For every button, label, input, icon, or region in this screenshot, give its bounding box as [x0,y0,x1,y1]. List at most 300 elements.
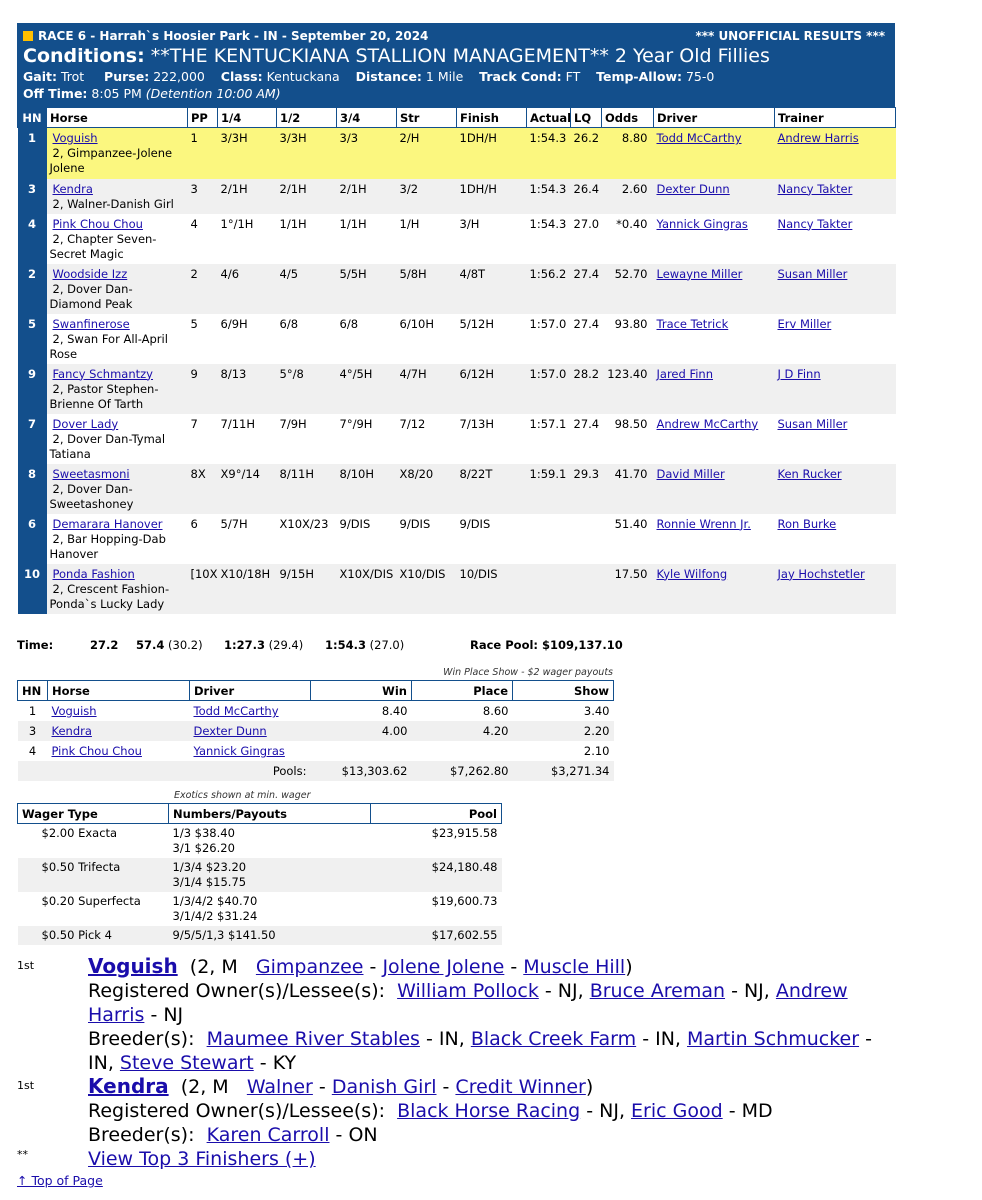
dam-link[interactable]: Danish Girl [331,1076,437,1098]
actual-time: 1:54.3 [529,216,567,231]
wps-hn: 3 [18,721,48,741]
finish-call: 5/12H [459,316,494,331]
finish-call: 3/H [459,216,480,231]
odds: 93.80 [614,316,648,331]
owner-link[interactable]: Eric Good [631,1100,723,1122]
trainer-link[interactable]: Nancy Takter [777,216,853,231]
trainer-cell [775,464,896,514]
trainer-link[interactable]: J D Finn [777,366,821,381]
three-quarter-call: 8/10H [337,464,397,514]
finisher-details [88,1074,888,1147]
trainer-link[interactable]: Andrew Harris [777,131,859,145]
post-position: 8X [188,464,218,514]
conditions-row [23,45,770,67]
payout: 9/5/5/1,3 $141.50 [172,928,276,942]
horse-name-link[interactable]: Sweetasmoni [52,466,130,481]
trainer-cell [775,128,896,179]
stretch-call: 4/7H [397,364,457,414]
stretch-call: 2/H [397,128,457,179]
wps-col-show: Show [513,681,614,701]
wps-show: 3.40 [583,704,610,718]
driver-link[interactable]: Yannick Gingras [656,216,748,231]
offtime-label: Off Time: [23,86,88,101]
horse-cell [47,264,188,314]
wps-col-horse: Horse [48,681,190,701]
odds: 2.60 [602,179,654,214]
stretch-call: 5/8H [397,264,457,314]
wps-driver-cell [190,721,311,741]
payout: 3/1/4 $15.75 [172,875,247,889]
driver-link[interactable]: Trace Tetrick [656,316,729,331]
wps-horse-cell [48,701,190,722]
horse-number: 6 [18,514,47,564]
quarter-call: X9°/14 [218,464,277,514]
owner-link[interactable]: William Pollock [397,980,539,1002]
pools-label: Pools: [190,761,311,781]
owner-link[interactable]: Black Horse Racing [397,1100,581,1122]
purse-value: 222,000 [153,69,205,84]
three-quarter-call: 6/8 [339,316,359,331]
time-label: Time: [17,638,54,652]
offtime-value: 8:05 PM [91,86,142,101]
payout: 1/3 $38.40 [172,826,235,840]
half-call: X10X/23 [279,516,329,531]
col-header-pp: PP [188,108,218,128]
owner-state: MD [741,1100,773,1122]
driver-link[interactable]: Jared Finn [656,366,713,381]
breeder-state: IN [88,1052,108,1074]
wps-hn: 4 [28,744,37,758]
trainer-link[interactable]: Nancy Takter [777,181,853,196]
gait-value: Trot [60,69,85,84]
post-position: 1 [188,128,218,179]
trainer-link[interactable]: Susan Miller [777,416,848,431]
trainer-link[interactable]: Susan Miller [777,266,848,281]
horse-pedigree: 2, Crescent Fashion-Ponda`s Lucky Lady [49,581,170,611]
horse-number: 5 [18,314,47,364]
wps-row [18,741,614,761]
finisher-pedigree-line: Kendra (2, M Walner - Danish Girl - Credit Winner) [88,1074,594,1098]
last-quarter: 29.3 [571,464,602,514]
dam-link[interactable]: Jolene Jolene [382,956,505,978]
half-call: 7/9H [279,416,307,431]
half-call: 4/5 [277,264,337,314]
three-quarter-call: 3/3 [337,128,397,179]
breeder-link[interactable]: Karen Carroll [206,1124,330,1146]
driver-cell [654,464,775,514]
horse-name-link[interactable]: Kendra [52,181,93,196]
wps-horse-link[interactable]: Pink Chou Chou [51,744,142,758]
result-row [18,128,896,179]
race-title: RACE 6 - Harrah`s Hoosier Park - IN - September 20, 2024 [38,29,429,43]
distance-value: 1 Mile [425,69,464,84]
wps-place: 4.20 [412,721,513,741]
wps-horse-cell [48,741,190,761]
breeder-link[interactable]: Black Creek Farm [470,1028,637,1050]
wager-pool: $23,915.58 [431,826,498,840]
wps-driver-link[interactable]: Yannick Gingras [193,744,285,758]
last-quarter [571,514,602,564]
finish-call: 1DH/H [457,179,527,214]
result-row [18,264,896,314]
trainer-cell [775,264,896,314]
wps-win [311,741,412,761]
payouts-cell [169,858,371,892]
results-header-row [18,108,896,128]
horse-cell [47,364,188,414]
pool-win: $13,303.62 [311,761,412,781]
time-half: 57.4 [136,638,165,652]
driver-link[interactable]: Todd McCarthy [656,131,742,145]
exotics-col-numbers-payouts: Numbers/Payouts [169,804,371,824]
distance-label: Distance: [355,69,422,84]
driver-cell [654,179,775,214]
actual-time: 1:57.0 [529,316,567,331]
quarter-call: 8/13 [218,364,277,414]
payout: 1/3/4 $23.20 [172,860,247,874]
results-table [17,107,896,614]
top-of-page-link[interactable]: ↑ Top of Page [17,1173,103,1188]
top3-marker: ** [17,1148,28,1161]
horse-pedigree: 2, Swan For All-April Rose [49,331,168,361]
detention-text: (Detention 10:00 AM) [145,86,281,101]
offtime-row [23,86,281,101]
post-position: 6 [190,516,198,531]
wps-col-driver: Driver [190,681,311,701]
horse-number: 4 [18,214,47,264]
odds: 123.40 [602,364,654,414]
finisher-name-link[interactable]: Voguish [88,954,178,978]
horse-name-link[interactable]: Demarara Hanover [52,516,163,531]
owner-state: NJ [743,980,764,1002]
owners-line: Registered Owner(s)/Lessee(s): William Pollock - NJ, Bruce Areman - NJ, Andrew Harris - NJ [88,980,848,1026]
exotics-col-pool: Pool [371,804,502,824]
stretch-call: X8/20 [397,464,457,514]
horse-pedigree: 2, Dover Dan-Tymal Tatiana [49,431,166,461]
last-quarter [571,564,602,614]
horse-cell [47,128,188,179]
finisher-pedigree-line: Voguish (2, M Gimpanzee - Jolene Jolene - Muscle Hill) [88,954,633,978]
col-header-odds: Odds [602,108,654,128]
actual-time [527,564,571,614]
trainer-link[interactable]: Ken Rucker [777,466,842,481]
horse-number: 7 [18,414,47,464]
stretch-call: 6/10H [399,316,434,331]
owner-state: NJ [599,1100,619,1122]
wager-pool: $19,600.73 [431,894,498,908]
horse-cell [47,314,188,364]
temp-value: 75-0 [685,69,715,84]
wps-win: 4.00 [311,721,412,741]
actual-time: 1:57.1 [529,416,567,431]
odds: 41.70 [602,464,654,514]
horse-number: 3 [18,179,47,214]
race-info-row [23,69,714,84]
trainer-cell [775,414,896,464]
result-row [18,414,896,464]
horse-name-link[interactable]: Dover Lady [52,416,119,431]
wps-header-row [18,681,614,701]
wager-type: $2.00 Exacta [41,826,118,840]
damsire-link[interactable]: Credit Winner [455,1076,586,1098]
col-header-driver: Driver [654,108,775,128]
horse-number: 10 [18,564,47,614]
three-quarter-call: 5/5H [337,264,397,314]
temp-label: Temp-Allow: [596,69,682,84]
last-quarter: 28.2 [571,364,602,414]
horse-name-link[interactable]: Fancy Schmantzy [52,366,153,381]
col-header-actual: Actual [527,108,571,128]
trainer-cell [775,179,896,214]
odds: 98.50 [614,416,648,431]
time-half-split: (30.2) [168,638,203,652]
half-call: 2/1H [277,179,337,214]
finisher-details [88,954,888,1075]
driver-cell [654,514,775,564]
wps-col-hn: HN [18,681,48,701]
horse-number: 9 [18,364,47,414]
result-row [18,564,896,614]
post-position: 4 [190,216,198,231]
result-row [18,514,896,564]
sire-link[interactable]: Walner [246,1076,313,1098]
time-final: 1:54.3 [325,638,366,652]
quarter-call: 2/1H [218,179,277,214]
col-header-hn: HN [18,108,47,128]
sire-link[interactable]: Gimpanzee [255,956,364,978]
horse-number: 1 [18,128,47,179]
wps-row [18,721,614,741]
race-pool: Race Pool: $109,137.10 [470,638,623,652]
last-quarter: 27.4 [573,416,600,431]
driver-cell [654,564,775,614]
horse-name-link[interactable]: Pink Chou Chou [52,216,143,231]
wps-show: 2.10 [583,744,610,758]
conditions-label: Conditions: [23,45,145,67]
col-header-trainer: Trainer [775,108,896,128]
wps-col-win: Win [311,681,412,701]
actual-time: 1:56.2 [527,264,571,314]
last-quarter: 27.0 [573,216,600,231]
horse-name-link[interactable]: Voguish [52,131,98,145]
wps-horse-link[interactable]: Kendra [51,724,92,738]
time-final-split: (27.0) [369,638,405,652]
race-header [17,23,895,107]
time-final-group [325,638,404,652]
track-label: Track Cond: [479,69,562,84]
time-half-group [136,638,203,652]
horse-name-link[interactable]: Ponda Fashion [52,566,135,581]
breeder-link[interactable]: Martin Schmucker [687,1028,860,1050]
exotic-row [18,926,502,945]
exotics-table [17,803,502,945]
stretch-call: 7/12 [399,416,426,431]
breeder-state: IN [655,1028,675,1050]
exotics-header-row [18,804,502,824]
horse-name-link[interactable]: Woodside Izz [52,266,128,281]
finish-call: 10/DIS [457,564,527,614]
quarter-call: 7/11H [220,416,255,431]
driver-link[interactable]: Andrew McCarthy [656,416,759,431]
wps-horse-link[interactable]: Voguish [51,704,97,718]
pool-place: $7,262.80 [412,761,513,781]
owner-link[interactable]: Andrew Harris [88,980,848,1026]
driver-cell [654,364,775,414]
exotic-row [18,858,502,892]
wps-driver-cell [190,701,311,722]
driver-link[interactable]: Ronnie Wrenn Jr. [656,516,751,531]
race-title-row [23,29,885,43]
wps-col-place: Place [412,681,513,701]
quarter-call: 6/9H [220,316,248,331]
driver-cell [654,128,775,179]
breeder-link[interactable]: Maumee River Stables [206,1028,420,1050]
actual-time: 1:54.3 [527,179,571,214]
wps-driver-link[interactable]: Dexter Dunn [193,724,267,738]
driver-link[interactable]: Lewayne Miller [656,266,743,281]
wps-win: 8.40 [381,704,408,718]
stretch-call: 1/H [399,216,420,231]
finish-position: 1st [17,1079,35,1092]
wager-type: $0.20 Superfecta [41,894,141,908]
wager-type: $0.50 Trifecta [18,858,169,892]
track-value: FT [565,69,581,84]
trainer-link[interactable]: Jay Hochstetler [777,566,865,581]
time-threeq-group [224,638,303,652]
wps-driver-cell [190,741,311,761]
wps-driver-link[interactable]: Todd McCarthy [193,704,279,718]
exotics-col-wager-type: Wager Type [18,804,169,824]
payout: 3/1/4/2 $31.24 [172,909,258,923]
driver-cell [654,314,775,364]
col-header-1-4: 1/4 [218,108,277,128]
wps-note: Win Place Show - $2 wager payouts [443,667,613,678]
purse-label: Purse: [104,69,150,84]
horse-cell [47,564,188,614]
post-position: 7 [190,416,198,431]
breeders-line: Breeder(s): Maumee River Stables - IN, Black Creek Farm - IN, Martin Schmucker - IN, Steve Stewart - KY [88,1028,872,1074]
pool-show: $3,271.34 [513,761,614,781]
post-position: [10X [188,564,218,614]
post-position: 9 [188,364,218,414]
actual-time: 1:54.3 [527,128,571,179]
owner-state: NJ [163,1004,184,1026]
half-call: 9/15H [277,564,337,614]
last-quarter: 26.4 [571,179,602,214]
breeders-label: Breeder(s): [88,1028,195,1050]
view-top3-link[interactable]: View Top 3 Finishers (+) [88,1148,316,1170]
stretch-call: X10/DIS [397,564,457,614]
owners-line: Registered Owner(s)/Lessee(s): Black Horse Racing - NJ, Eric Good - MD [88,1100,773,1122]
wps-table [17,680,614,781]
finish-call: 1DH/H [457,128,527,179]
col-header-1-2: 1/2 [277,108,337,128]
post-position: 2 [188,264,218,314]
last-quarter: 27.4 [571,264,602,314]
driver-cell [654,214,775,264]
trainer-link[interactable]: Erv Miller [777,316,832,331]
col-header-lq: LQ [571,108,602,128]
owner-link[interactable]: Bruce Areman [589,980,726,1002]
class-value: Kentuckana [266,69,340,84]
finish-call: 9/DIS [459,516,491,531]
driver-link[interactable]: Dexter Dunn [656,181,730,196]
horse-cell [47,514,188,564]
owners-label: Registered Owner(s)/Lessee(s): [88,980,386,1002]
conditions-text: **THE KENTUCKIANA STALLION MANAGEMENT** 2 Year Old Fillies [150,45,770,67]
three-quarter-call: 9/DIS [339,516,371,531]
half-call: 3/3H [277,128,337,179]
breeder-state: IN [438,1028,459,1050]
horse-pedigree: 2, Gimpanzee-Jolene Jolene [49,146,173,175]
race-badge-icon [23,31,33,41]
trainer-cell [775,314,896,364]
actual-time: 1:59.1 [527,464,571,514]
wager-pool: $24,180.48 [371,858,502,892]
breeder-state: KY [272,1052,297,1074]
finish-call: 8/22T [457,464,527,514]
finisher-age-sex: (2, M [180,1076,229,1098]
horse-cell [47,414,188,464]
horse-pedigree: 2, Pastor Stephen-Brienne Of Tarth [49,381,159,411]
quarter-call: 3/3H [218,128,277,179]
driver-cell [654,264,775,314]
exotic-row [18,892,502,926]
three-quarter-call: 4°/5H [337,364,397,414]
quarter-call: X10/18H [218,564,277,614]
finish-call: 7/13H [459,416,494,431]
breeder-link[interactable]: Steve Stewart [119,1052,254,1074]
breeders-label: Breeder(s): [88,1124,195,1146]
odds: 51.40 [614,516,648,531]
result-row [18,464,896,514]
col-header-finish: Finish [457,108,527,128]
half-call: 6/8 [279,316,299,331]
breeder-state: ON [348,1124,378,1146]
stretch-call: 9/DIS [399,516,431,531]
actual-time [527,514,571,564]
post-position: 5 [190,316,198,331]
finish-position: 1st [17,959,35,972]
damsire-link[interactable]: Muscle Hill [523,956,626,978]
driver-link[interactable]: Kyle Wilfong [656,566,728,581]
finisher-name-link[interactable]: Kendra [88,1074,169,1098]
horse-pedigree: 2, Dover Dan-Sweetashoney [49,481,134,511]
finish-call: 4/8T [457,264,527,314]
horse-pedigree: 2, Chapter Seven-Secret Magic [49,231,157,261]
trainer-link[interactable]: Ron Burke [777,516,837,531]
finish-call: 6/12H [457,364,527,414]
horse-cell [47,214,188,264]
horse-cell [47,179,188,214]
finisher-age-sex: (2, M [189,956,238,978]
horse-name-link[interactable]: Swanfinerose [52,316,130,331]
horse-pedigree: 2, Bar Hopping-Dab Hanover [49,531,166,561]
col-header-horse: Horse [47,108,188,128]
result-row [18,179,896,214]
driver-link[interactable]: David Miller [656,466,725,481]
payouts-cell [169,824,371,859]
half-call: 8/11H [277,464,337,514]
wager-pool: $17,602.55 [371,926,502,945]
owners-label: Registered Owner(s)/Lessee(s): [88,1100,386,1122]
half-call: 5°/8 [277,364,337,414]
three-quarter-call: 1/1H [339,216,367,231]
results-status: *** UNOFFICIAL RESULTS *** [695,29,885,43]
odds: 17.50 [602,564,654,614]
payouts-cell [169,892,371,926]
time-threeq-split: (29.4) [268,638,304,652]
